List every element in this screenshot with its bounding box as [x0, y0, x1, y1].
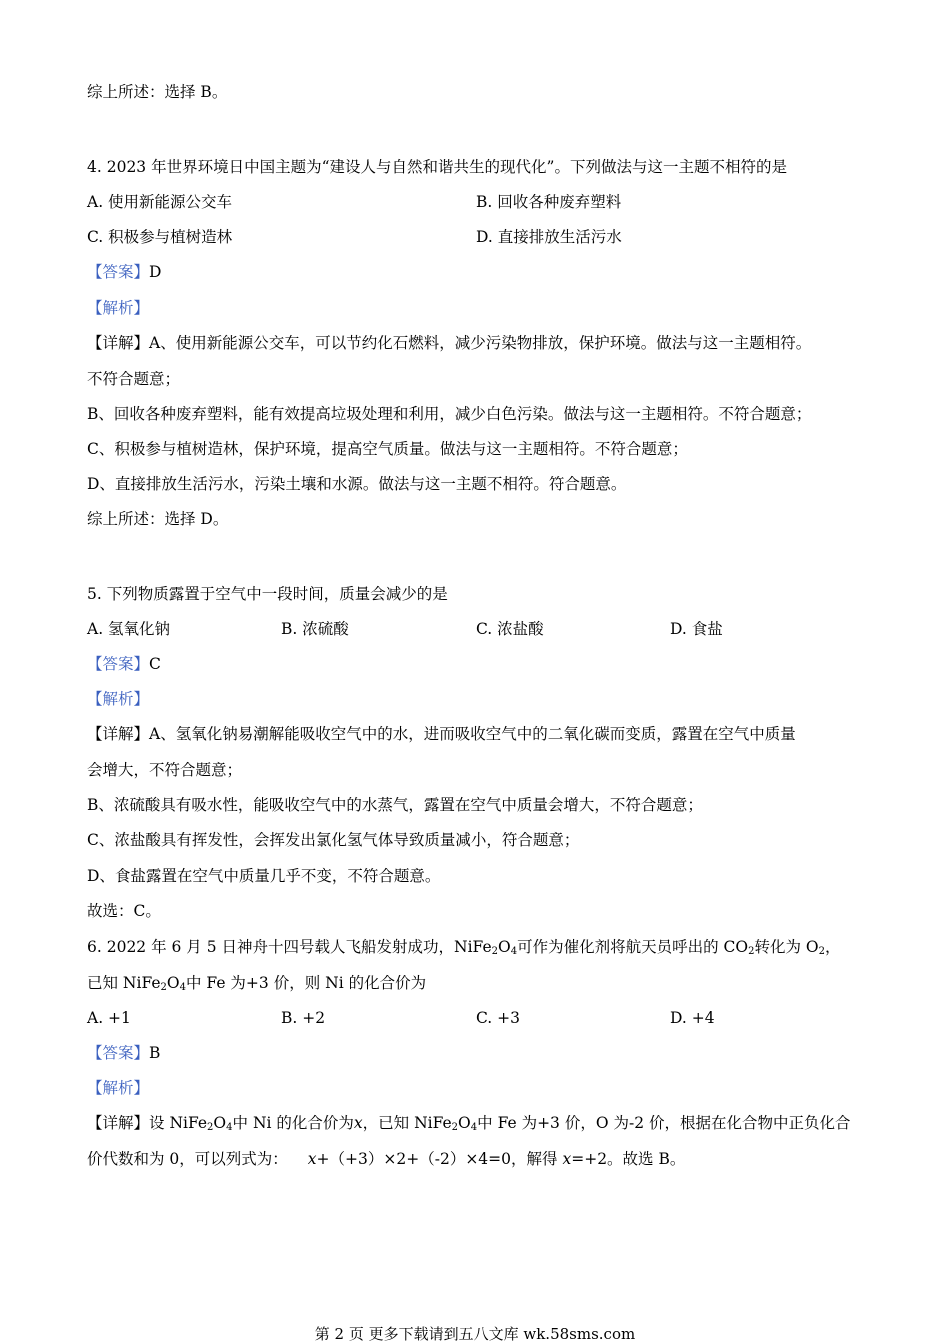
answer-value: B	[149, 1044, 161, 1062]
detail-tag: 【详解】	[87, 1114, 150, 1132]
subscript: 4	[179, 982, 186, 993]
q4-answer	[87, 262, 161, 282]
subscript: 2	[451, 1122, 459, 1133]
q4-detail-2: B、回收各种废弃塑料，能有效提高垃圾处理和利用，减少白色污染。做法与这一主题相符。不符合题意；	[87, 405, 812, 423]
q6-option-d: D. +4	[670, 1009, 715, 1027]
q4-option-c: C. 积极参与植树造林	[87, 228, 233, 246]
subscript: 2	[748, 946, 755, 957]
detail-tag: 【详解】	[87, 725, 150, 743]
detail-text: =+2。故选 B。	[571, 1150, 686, 1168]
subscript: 2	[160, 982, 167, 993]
q5-detail-3: C、浓盐酸具有挥发性，会挥发出氯化氢气体导致质量减小，符合题意；	[87, 831, 580, 849]
q5-option-b: B. 浓硫酸	[281, 620, 349, 638]
q4-option-a: A. 使用新能源公交车	[87, 193, 233, 211]
answer-value: C	[149, 655, 161, 673]
q4-summary: 综上所述：选择 D。	[87, 510, 229, 528]
subscript: 4	[226, 1122, 233, 1133]
q5-detail-1	[87, 724, 796, 744]
detail-text: ，已知 NiFe	[362, 1114, 452, 1132]
page-footer: 第 2 页 更多下载请到五八文库 wk.58sms.com	[314, 1325, 636, 1343]
q6-detail-1	[87, 1113, 851, 1133]
q4-detail-4: D、直接排放生活污水，污染土壤和水源。做法与这一主题不相符。符合题意。	[87, 475, 627, 493]
stem-text: 6. 2022 年 6 月 5 日神舟十四号载人飞船发射成功，NiFe	[87, 938, 492, 956]
stem-text: ，	[824, 938, 841, 956]
variable-x: x	[307, 1150, 317, 1168]
q5-detail-1b: 会增大，不符合题意；	[87, 761, 243, 779]
q5-option-d: D. 食盐	[670, 620, 723, 638]
subscript: 2	[491, 946, 498, 957]
subscript: 2	[207, 1122, 214, 1133]
answer-value: D	[149, 263, 162, 281]
q6-answer	[87, 1043, 160, 1063]
detail-text: 中 Fe 为+3 价，O 为-2 价，根据在化合物中正负化合	[477, 1114, 851, 1132]
q6-detail-2	[87, 1149, 685, 1169]
q4-detail-1	[87, 333, 811, 353]
q6-analysis-tag: 【解析】	[87, 1079, 150, 1097]
stem-text: 已知 NiFe	[87, 974, 161, 992]
detail-text: A、氢氧化钠易潮解能吸收空气中的水，进而吸收空气中的二氧化碳而变质，露置在空气中质量	[149, 725, 796, 743]
q4-detail-1b: 不符合题意；	[87, 370, 181, 388]
q4-option-d: D. 直接排放生活污水	[476, 228, 622, 246]
detail-text: 设 NiFe	[149, 1114, 208, 1132]
answer-tag: 【答案】	[87, 1044, 150, 1062]
q4-option-b: B. 回收各种废弃塑料	[476, 193, 622, 211]
q5-option-a: A. 氢氧化钠	[87, 620, 171, 638]
stem-text: 中 Fe 为+3 价，则 Ni 的化合价为	[186, 974, 427, 992]
summary-q3: 综上所述：选择 B。	[87, 83, 228, 101]
q6-option-b: B. +2	[281, 1009, 326, 1027]
q5-summary: 故选：C。	[87, 902, 161, 920]
variable-x: x	[353, 1114, 363, 1132]
q6-option-a: A. +1	[87, 1009, 131, 1027]
q5-analysis-tag: 【解析】	[87, 690, 150, 708]
subscript: 4	[510, 946, 518, 957]
detail-tag: 【详解】	[87, 334, 150, 352]
answer-tag: 【答案】	[87, 263, 150, 281]
detail-text: +（+3）×2+（-2）×4=0，解得	[316, 1150, 558, 1168]
detail-text: 价代数和为 0，可以列式为：	[87, 1150, 288, 1168]
question-4-stem: 4. 2023 年世界环境日中国主题为“建设人与自然和谐共生的现代化”。下列做法与这一主题不相符的是	[87, 158, 787, 176]
stem-text: O	[166, 974, 180, 992]
q5-answer	[87, 654, 161, 674]
detail-text: O	[458, 1114, 471, 1132]
q6-option-c: C. +3	[476, 1009, 521, 1027]
detail-text: O	[213, 1114, 227, 1132]
q4-analysis-tag: 【解析】	[87, 299, 150, 317]
answer-tag: 【答案】	[87, 655, 150, 673]
q5-option-c: C. 浓盐酸	[476, 620, 544, 638]
detail-text: A、使用新能源公交车，可以节约化石燃料，减少污染物排放，保护环境。做法与这一主题相符。	[149, 334, 812, 352]
stem-text: 转化为 O	[754, 938, 819, 956]
q4-detail-3: C、积极参与植树造林，保护环境，提高空气质量。做法与这一主题相符。不符合题意；	[87, 440, 688, 458]
stem-text: O	[498, 938, 511, 956]
question-5-stem: 5. 下列物质露置于空气中一段时间，质量会减少的是	[87, 585, 448, 603]
subscript: 2	[818, 946, 825, 957]
question-6-stem	[87, 937, 841, 957]
stem-text: 可作为催化剂将航天员呼出的 CO	[517, 938, 749, 956]
question-6-stem-line2	[87, 973, 426, 993]
detail-text: 中 Ni 的化合价为	[232, 1114, 354, 1132]
variable-x: x	[562, 1150, 572, 1168]
subscript: 4	[470, 1122, 478, 1133]
q5-detail-4: D、食盐露置在空气中质量几乎不变，不符合题意。	[87, 867, 441, 885]
q5-detail-2: B、浓硫酸具有吸水性，能吸收空气中的水蒸气，露置在空气中质量会增大，不符合题意；	[87, 796, 703, 814]
